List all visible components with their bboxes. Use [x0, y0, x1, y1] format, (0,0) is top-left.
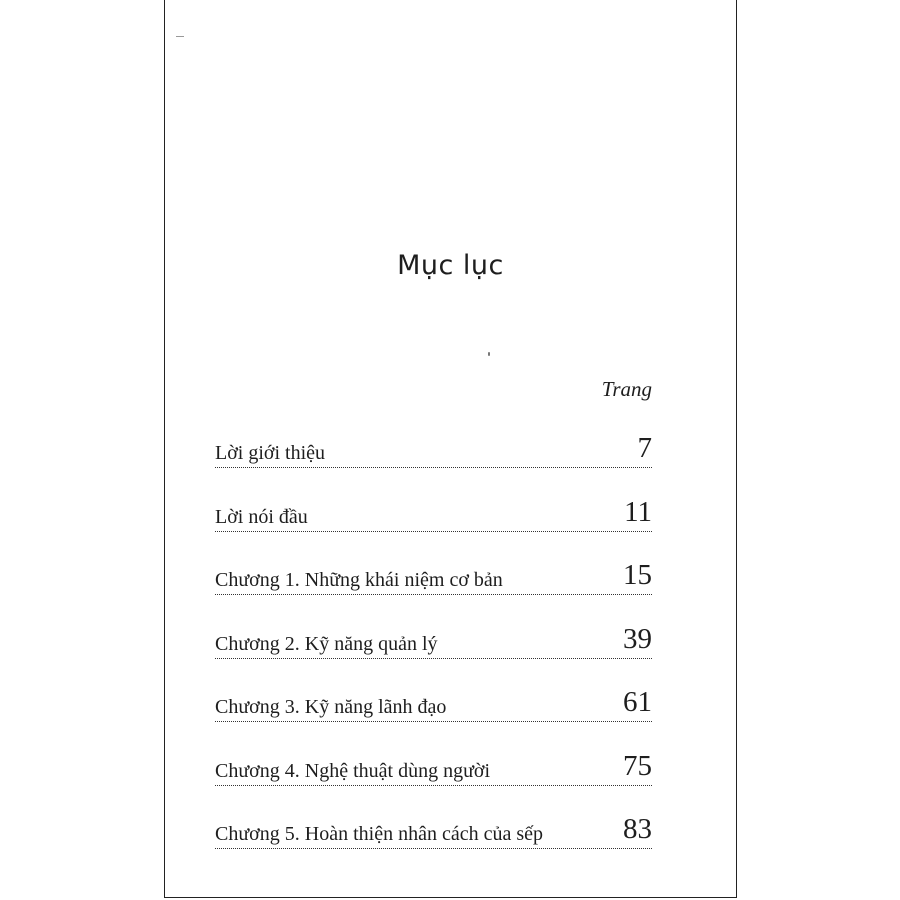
toc-entry	[215, 811, 652, 875]
toc-entry-label: Chương 1. Những khái niệm cơ bản	[215, 569, 503, 591]
toc-dot-leader	[215, 594, 652, 595]
toc-list	[215, 430, 652, 875]
toc-entry-page: 15	[623, 559, 652, 591]
scan-speck	[176, 36, 184, 37]
toc-entry-page: 61	[623, 686, 652, 718]
toc-title: Mục lục	[397, 250, 504, 281]
toc-entry-label: Chương 5. Hoàn thiện nhân cách của sếp	[215, 823, 543, 845]
toc-entry-page: 7	[637, 432, 652, 464]
toc-entry-label: Lời nói đầu	[215, 505, 308, 528]
toc-entry-label: Lời giới thiệu	[215, 442, 326, 464]
toc-dot-leader	[215, 785, 652, 786]
toc-dot-leader	[215, 721, 652, 722]
toc-entry	[215, 621, 652, 685]
toc-entry-label: Chương 4. Nghệ thuật dùng người	[215, 759, 491, 782]
book-page	[164, 0, 737, 898]
toc-dot-leader	[215, 531, 652, 532]
toc-dot-leader	[215, 848, 652, 849]
toc-entry-page: 11	[624, 495, 652, 528]
toc-dot-leader	[215, 467, 652, 468]
toc-entry-label: Chương 2. Kỹ năng quản lý	[215, 632, 438, 655]
toc-entry	[215, 557, 652, 621]
toc-entry-page: 39	[623, 622, 652, 655]
scan-speck	[488, 352, 490, 356]
page-column-label: Trang	[601, 377, 652, 401]
toc-entry	[215, 684, 652, 748]
toc-dot-leader	[215, 658, 652, 659]
toc-entry	[215, 748, 652, 812]
toc-entry	[215, 430, 652, 494]
toc-entry-label: Chương 3. Kỹ năng lãnh đạo	[215, 696, 447, 718]
toc-entry-page: 75	[623, 749, 652, 782]
toc-entry	[215, 494, 652, 558]
toc-entry-page: 83	[623, 813, 652, 845]
